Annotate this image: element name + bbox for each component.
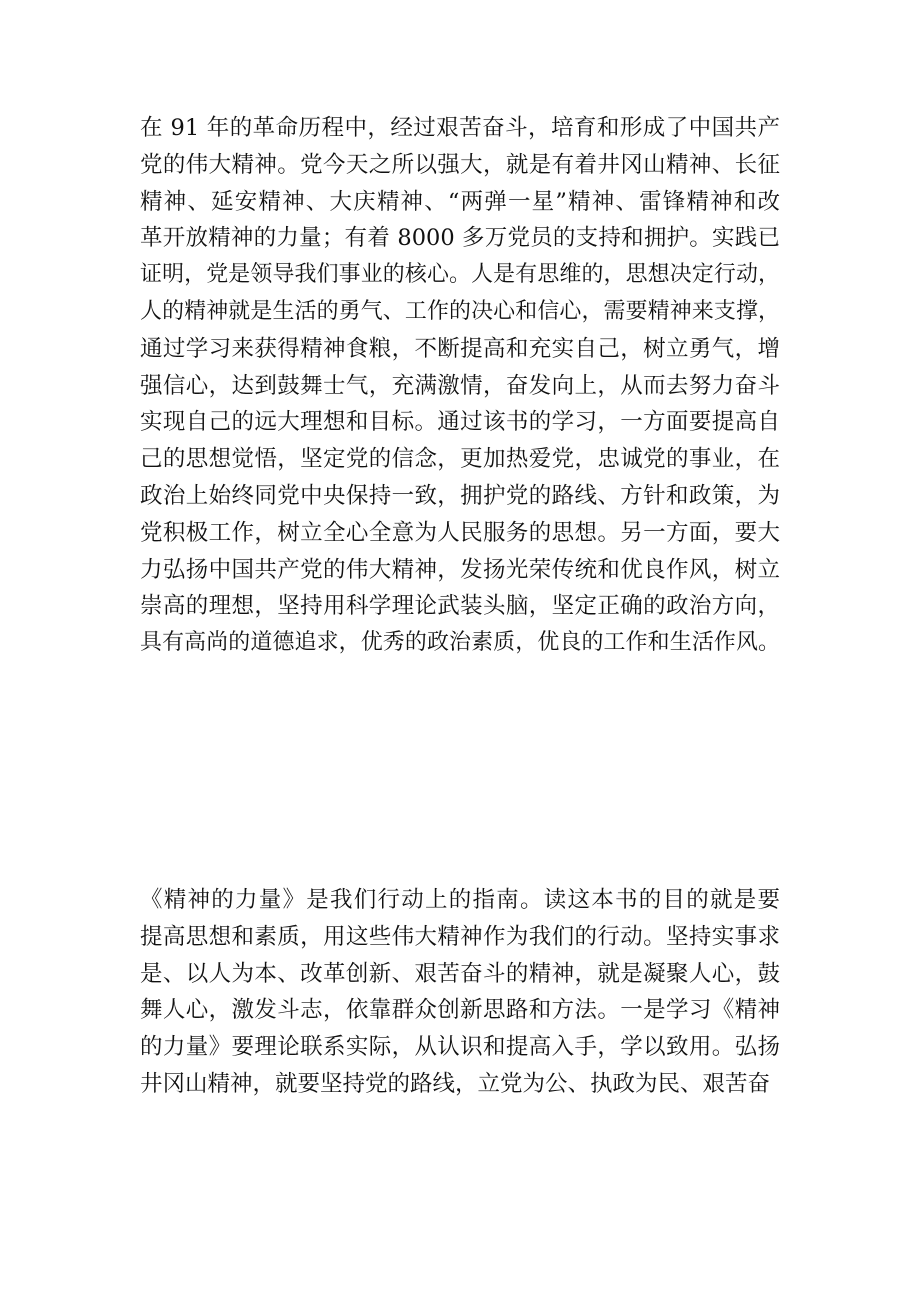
text-line: 党的伟大精神。党今天之所以强大，就是有着井冈山精神、长征 — [140, 151, 780, 178]
text-line: 党积极工作，树立全心全意为人民服务的思想。另一方面，要大 — [140, 519, 780, 546]
text-line: 具有高尚的道德追求，优秀的政治素质，优良的工作和生活作风。 — [140, 630, 780, 656]
text-line: 己的思想觉悟，坚定党的信念，更加热爱党，忠诚党的事业，在 — [140, 446, 780, 473]
text-line: 力弘扬中国共产党的伟大精神，发扬光荣传统和优良作风，树立 — [140, 556, 780, 583]
text-line: 崇高的理想，坚持用科学理论武装头脑，坚定正确的政治方向， — [140, 593, 780, 620]
paragraph-2 — [140, 882, 780, 1103]
text-line: 证明，党是领导我们事业的核心。人是有思维的，思想决定行动， — [140, 262, 780, 288]
text-line: 精神、延安精神、大庆精神、“两弹一星”精神、雷锋精神和改 — [140, 188, 780, 215]
text-line: 人的精神就是生活的勇气、工作的决心和信心，需要精神来支撑， — [140, 298, 780, 324]
text-line: 通过学习来获得精神食粮，不断提高和充实自己，树立勇气，增 — [140, 335, 780, 362]
text-line: 革开放精神的力量；有着 8000 多万党员的支持和拥护。实践已 — [140, 225, 780, 252]
text-line: 强信心，达到鼓舞士气，充满激情，奋发向上，从而去努力奋斗 — [140, 372, 780, 399]
text-line: 《精神的力量》是我们行动上的指南。读这本书的目的就是要 — [140, 887, 780, 913]
text-line: 的力量》要理论联系实际，从认识和提高入手，学以致用。弘扬 — [140, 1034, 780, 1061]
text-line: 井冈山精神，就要坚持党的路线，立党为公、执政为民、艰苦奋 — [140, 1070, 771, 1097]
paragraph-1 — [140, 110, 780, 662]
text-line: 政治上始终同党中央保持一致，拥护党的路线、方针和政策，为 — [140, 482, 780, 509]
text-line: 实现自己的远大理想和目标。通过该书的学习，一方面要提高自 — [140, 409, 780, 436]
text-line: 在 91 年的革命历程中，经过艰苦奋斗，培育和形成了中国共产 — [140, 115, 780, 141]
text-line: 是、以人为本、改革创新、艰苦奋斗的精神，就是凝聚人心，鼓 — [140, 960, 780, 987]
text-line: 提高思想和素质，用这些伟大精神作为我们的行动。坚持实事求 — [140, 923, 780, 950]
text-line: 舞人心，激发斗志，依靠群众创新思路和方法。一是学习《精神 — [140, 997, 780, 1024]
